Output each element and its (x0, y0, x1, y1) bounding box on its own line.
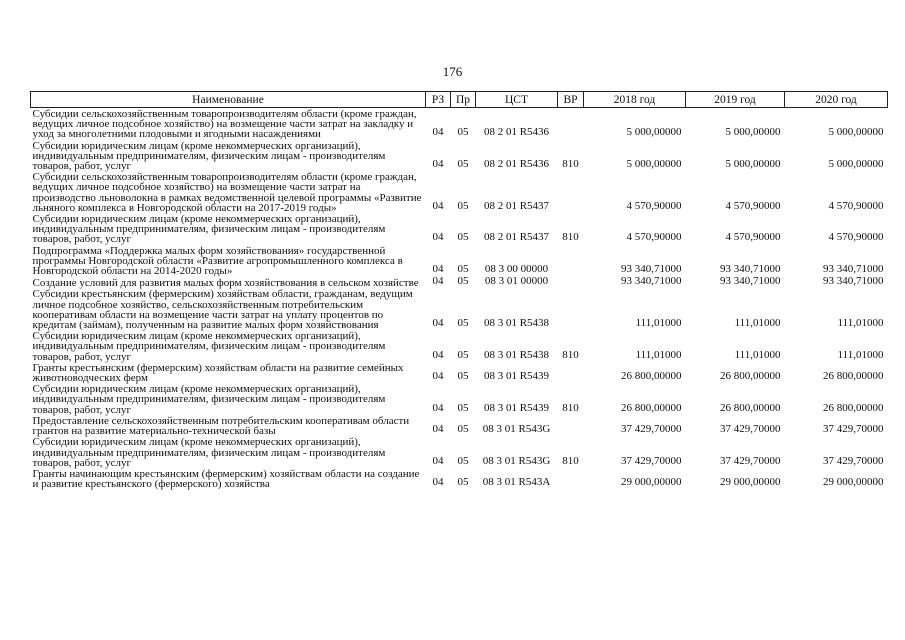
row-cst: 08 2 01 R5436 (483, 158, 550, 171)
row-vr: 810 (562, 401, 579, 414)
row-cst: 08 3 01 R5438 (483, 317, 550, 330)
row-pr: 05 (457, 454, 469, 467)
row-value-2020: 29 000,00000 (823, 476, 884, 489)
row-name: Субсидии сельскохозяйственным товаропроизводителям области (кроме граждан, ведущих личное подсобное хозяйство) на возмещение части затрат на производство льноволокна в рамках ведомственной целевой программы «Развитие льняного комплекса в Новгородской области на 2017-2019 годы» (32, 171, 422, 214)
row-rz: 04 (432, 476, 444, 489)
row-value-2019: 37 429,70000 (720, 454, 781, 467)
header-2020: 2020 год (785, 92, 888, 108)
row-vr (558, 108, 584, 140)
row-rz: 04 (432, 263, 444, 276)
row-vr: 810 (562, 231, 579, 244)
row-value-2020: 93 340,71000 (823, 275, 884, 288)
row-value-2018: 5 000,00000 (626, 158, 682, 171)
row-value-2020: 37 429,70000 (823, 454, 884, 467)
header-name: Наименование (31, 92, 426, 108)
table-row (31, 468, 888, 489)
row-name: Субсидии крестьянским (фермерским) хозяйствам области, гражданам, ведущим личное подсобное хозяйство, сельскохозяйственным потребительским кооперативам области на возмещение части затрат на уплату процентов по кредитам (займам), полученным на развитие малых форм хозяйствования (32, 288, 413, 332)
table-row (31, 245, 888, 277)
row-value-2018: 37 429,70000 (621, 423, 682, 436)
row-value-2019: 37 429,70000 (720, 423, 781, 436)
row-value-2019: 111,01000 (734, 317, 781, 330)
row-rz: 04 (432, 231, 444, 244)
table-body (31, 108, 888, 490)
row-pr: 05 (457, 231, 469, 244)
row-value-2020: 5 000,00000 (828, 158, 884, 171)
row-vr (558, 276, 584, 288)
row-cst: 08 3 01 R543G (482, 423, 551, 436)
row-name: Субсидии юридическим лицам (кроме некоммерческих организаций), индивидуальным предпринимателям, физическим лицам - производителям товаров, работ, услуг (32, 213, 386, 246)
row-value-2019: 4 570,90000 (725, 199, 781, 212)
table-row (31, 276, 888, 288)
row-pr: 05 (457, 126, 469, 139)
row-name: Гранты начинающим крестьянским (фермерским) хозяйствам области на создание и развитие крестьянского (фермерского) хозяйства (32, 467, 420, 491)
row-pr: 05 (457, 423, 469, 436)
row-cst: 08 3 01 R5439 (483, 401, 550, 414)
row-cst: 08 3 01 R543G (482, 454, 551, 467)
table-header (31, 92, 888, 108)
row-rz: 04 (432, 423, 444, 436)
row-value-2018: 5 000,00000 (626, 126, 682, 139)
row-value-2020: 26 800,00000 (823, 370, 884, 383)
table-row (31, 383, 888, 415)
row-value-2018: 4 570,90000 (626, 199, 682, 212)
header-cst: ЦСТ (476, 92, 558, 108)
row-value-2018: 93 340,71000 (621, 263, 682, 276)
table-row (31, 288, 888, 330)
row-name: Субсидии юридическим лицам (кроме некоммерческих организаций), индивидуальным предпринимателям, физическим лицам - производителям товаров, работ, услуг (32, 383, 386, 416)
row-vr (558, 245, 584, 277)
header-2019: 2019 год (686, 92, 785, 108)
row-name: Подпрограмма «Поддержка малых форм хозяйствования» государственной программы Новгородской области «Развитие агропромышленного комплекса в Новгородской области на 2014-2020 годы» (32, 244, 403, 278)
row-value-2019: 4 570,90000 (725, 231, 781, 244)
row-value-2020: 93 340,71000 (823, 263, 884, 276)
row-name: Субсидии юридическим лицам (кроме некоммерческих организаций), индивидуальным предпринимателям, физическим лицам - производителям товаров, работ, услуг (32, 436, 386, 469)
row-rz: 04 (432, 275, 444, 288)
table-row (31, 415, 888, 436)
row-cst: 08 3 01 00000 (484, 275, 549, 288)
row-name: Предоставление сельскохозяйственным потребительским кооперативам области грантов на развитие материально-технической базы (32, 414, 410, 438)
row-pr: 05 (457, 199, 469, 212)
row-pr: 05 (457, 476, 469, 489)
row-name: Создание условий для развития малых форм хозяйствования в сельском хозяйстве (32, 277, 419, 290)
page-number: 176 (442, 64, 463, 79)
row-value-2020: 4 570,90000 (828, 231, 884, 244)
row-vr: 810 (562, 348, 579, 361)
row-name: Субсидии сельскохозяйственным товаропроизводителям области (кроме граждан, ведущих личное подсобное хозяйство) на возмещение части затрат на закладку и уход за многолетними плодовыми и ягодными насаждениями (32, 108, 417, 141)
row-pr: 05 (457, 158, 469, 171)
row-rz: 04 (432, 454, 444, 467)
row-name: Субсидии юридическим лицам (кроме некоммерческих организаций), индивидуальным предпринимателям, физическим лицам - производителям товаров, работ, услуг (32, 139, 386, 173)
row-value-2018: 111,01000 (635, 317, 682, 330)
row-value-2020: 5 000,00000 (828, 126, 884, 139)
row-value-2018: 26 800,00000 (621, 401, 682, 414)
row-rz: 04 (432, 199, 444, 212)
row-rz: 04 (432, 158, 444, 171)
row-rz: 04 (432, 126, 444, 139)
row-vr: 810 (562, 454, 579, 467)
table-row (31, 140, 888, 172)
row-name: Субсидии юридическим лицам (кроме некоммерческих организаций), индивидуальным предпринимателям, физическим лицам - производителям товаров, работ, услуг (32, 330, 386, 363)
row-pr: 05 (457, 401, 469, 414)
row-value-2018: 93 340,71000 (621, 275, 682, 288)
row-value-2019: 5 000,00000 (725, 126, 781, 139)
row-rz: 04 (432, 401, 444, 414)
row-name: Гранты крестьянским (фермерским) хозяйствам области на развитие семейных животноводческих ферм (32, 361, 404, 385)
row-value-2018: 26 800,00000 (621, 370, 682, 383)
row-value-2019: 5 000,00000 (725, 158, 781, 171)
row-rz: 04 (432, 317, 444, 330)
table-row (31, 108, 888, 140)
row-cst: 08 2 01 R5436 (483, 126, 550, 139)
row-pr: 05 (457, 275, 469, 288)
row-value-2019: 26 800,00000 (720, 370, 781, 383)
row-value-2018: 4 570,90000 (626, 231, 682, 244)
table-row (31, 436, 888, 468)
row-cst: 08 2 01 R5437 (483, 231, 550, 244)
row-value-2020: 26 800,00000 (823, 401, 884, 414)
row-value-2020: 37 429,70000 (823, 423, 884, 436)
row-value-2020: 111,01000 (837, 317, 884, 330)
budget-table (30, 91, 888, 489)
table-row (31, 213, 888, 245)
row-cst: 08 3 00 00000 (484, 263, 549, 276)
row-value-2019: 29 000,00000 (720, 476, 781, 489)
row-cst: 08 2 01 R5437 (483, 199, 550, 212)
row-vr: 810 (562, 158, 579, 171)
row-vr (558, 288, 584, 330)
header-vr: ВР (558, 92, 584, 108)
row-value-2019: 93 340,71000 (720, 275, 781, 288)
row-value-2018: 111,01000 (635, 348, 682, 361)
row-cst: 08 3 01 R5439 (483, 370, 550, 383)
row-vr (558, 362, 584, 383)
row-vr (558, 468, 584, 489)
header-rz: РЗ (426, 92, 451, 108)
row-cst: 08 3 01 R543A (482, 476, 551, 489)
row-rz: 04 (432, 370, 444, 383)
header-2018: 2018 год (584, 92, 686, 108)
row-pr: 05 (457, 370, 469, 383)
table-row (31, 362, 888, 383)
table-row (31, 330, 888, 362)
row-value-2020: 4 570,90000 (828, 199, 884, 212)
row-pr: 05 (457, 317, 469, 330)
row-value-2019: 93 340,71000 (720, 263, 781, 276)
row-value-2019: 111,01000 (734, 348, 781, 361)
row-value-2020: 111,01000 (837, 348, 884, 361)
table-row (31, 171, 888, 213)
row-cst: 08 3 01 R5438 (483, 348, 550, 361)
row-value-2019: 26 800,00000 (720, 401, 781, 414)
row-vr (558, 415, 584, 436)
row-pr: 05 (457, 263, 469, 276)
row-rz: 04 (432, 348, 444, 361)
row-value-2018: 29 000,00000 (621, 476, 682, 489)
row-vr (558, 171, 584, 213)
header-pr: Пр (451, 92, 476, 108)
row-pr: 05 (457, 348, 469, 361)
row-value-2018: 37 429,70000 (621, 454, 682, 467)
